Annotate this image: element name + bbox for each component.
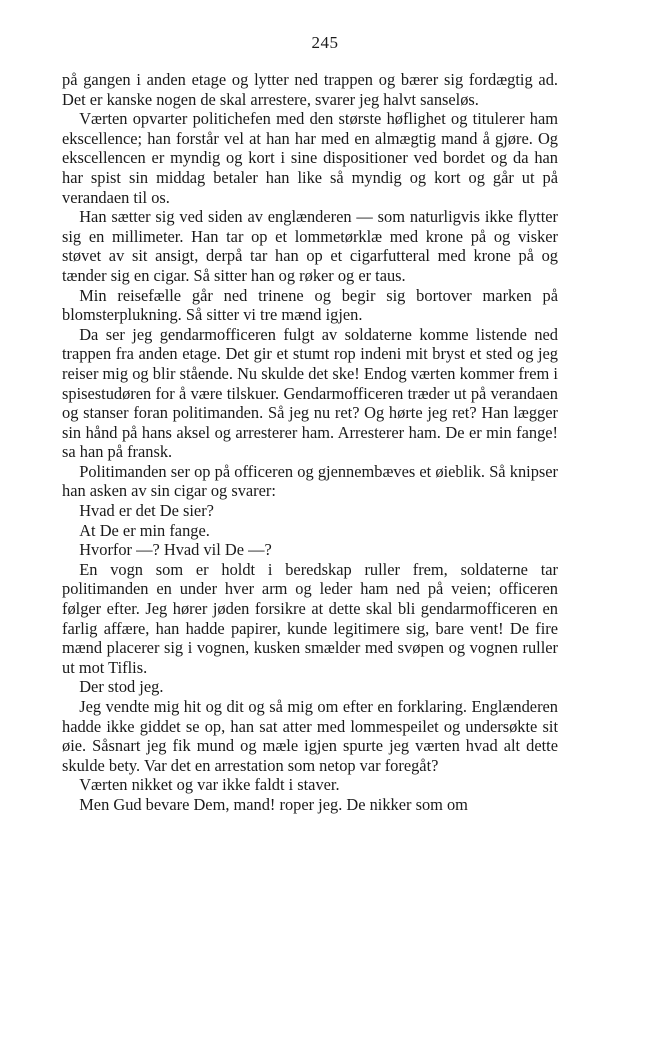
paragraph: Da ser jeg gendarmofficeren fulgt av soldaterne komme listende ned trappen fra anden etage. Det gir et stumt rop indeni mit bryst et sted og jeg reiser mig og blir stående. Nu skulde det ske! Endog værten kommer frem i spisestudøren for å være tilskuer. Gendarmofficeren træder ut på verandaen og stanser foran politimanden. Så jeg nu ret? Og hørte jeg ret? Han lægger sin hånd på hans aksel og arresterer ham. Arresterer ham. De er min fange! sa han på fransk. — [62, 324, 558, 462]
paragraph: Politimanden ser op på officeren og gjennembæves et øieblik. Så knipser han asken av sin cigar og svarer: — [62, 461, 558, 501]
paragraph: Værten opvarter politichefen med den største høflighet og titulerer ham ekscellence; han forstår vel at han har med en almægtig mand å gjøre. Og ekscellencen er myndig og kort i sine dispositioner ved bordet og da han har spist sin middag betaler han like så myndig og kort og går ut på verandaen til os. — [62, 109, 558, 207]
paragraph: Værten nikket og var ikke faldt i staver. — [79, 775, 340, 795]
paragraph: Jeg vendte mig hit og dit og så mig om efter en forklaring. Englænderen hadde ikke giddet se op, han sat atter med lommespeilet og undersøkte sit øie. Såsnart jeg fik mund og mæle igjen spurte jeg værten hvad alt dette skulde bety. Var det en arrestation som netop var foregåt? — [62, 697, 558, 775]
body-text — [62, 70, 558, 815]
paragraph: Men Gud bevare Dem, mand! roper jeg. De nikker som om — [79, 794, 468, 814]
paragraph: En vogn som er holdt i beredskap ruller frem, soldaterne tar politimanden en under hver arm og leder ham ned på veien; officeren følger efter. Jeg hører jøden forsikre at dette skal bli gendarmofficeren en farlig affære, han hadde papirer, kunde legitimere sig, bare vent! De fire mænd placerer sig i vognen, kusken smælder med svøpen og vognen ruller ut mot Tiflis. — [62, 559, 558, 677]
page-number: 245 — [311, 33, 339, 52]
paragraph: på gangen i anden etage og lytter ned trappen og bærer sig fordægtig ad. Det er kanske nogen de skal arrestere, svarer jeg halvt sanseløs. — [62, 70, 558, 109]
dialogue-line: Hvad er det De sier? — [79, 501, 214, 521]
paragraph: Min reisefælle går ned trinene og begir sig bortover marken på blomsterplukning. Så sitter vi tre mænd igjen. — [62, 285, 558, 325]
paragraph: Han sætter sig ved siden av englænderen — som naturligvis ikke flytter sig en millimeter. Han tar op et lommetørklæ med krone på og visker støvet av sit ansigt, derpå tar han op et cigarfutteral med krone på og tænder sig en cigar. Så sitter han og røker og er taus. — [62, 207, 558, 285]
dialogue-line: Hvorfor —? Hvad vil De —? — [79, 540, 272, 560]
paragraph: Der stod jeg. — [79, 677, 164, 697]
dialogue-line: At De er min fange. — [79, 520, 210, 540]
